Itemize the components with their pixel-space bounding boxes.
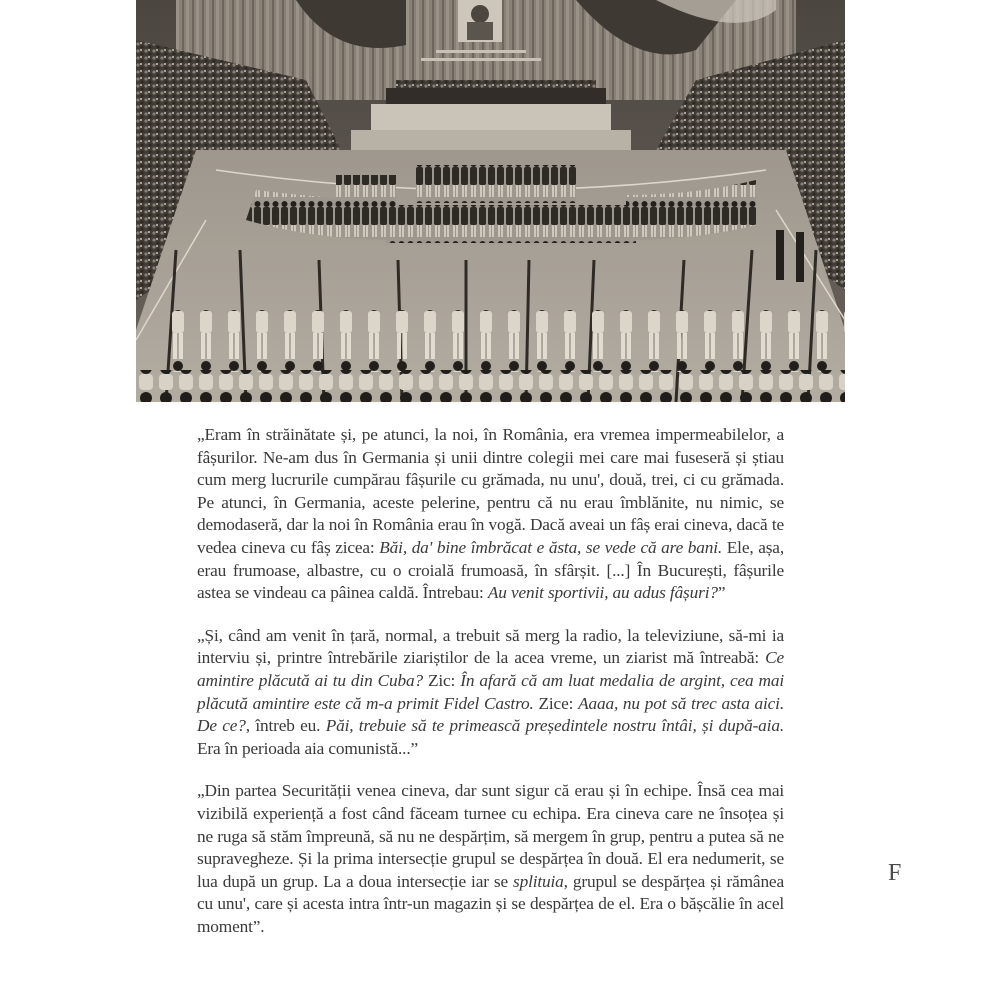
archival-photograph bbox=[136, 0, 845, 402]
text-segment: , întreb eu. bbox=[245, 716, 326, 736]
text-segment: ” bbox=[717, 583, 726, 603]
text-segment: Ele, așa, erau frumoase, albastre, cu o croială frumoasă, în sfârșit. [...] În București, fâșurile astea se vindeau ca pâinea caldă. Întrebau: bbox=[197, 537, 784, 603]
paragraph-2 bbox=[197, 625, 784, 761]
text-segment: Zic: bbox=[422, 670, 461, 690]
italic-word: splituia bbox=[513, 871, 564, 891]
italic-quote: Au venit sportivii, au adus fâșuri? bbox=[487, 583, 718, 603]
margin-section-letter: F bbox=[888, 860, 902, 886]
paragraph-1 bbox=[197, 424, 784, 605]
text-segment: , grupul se despărțea și rămânea cu unu', care și acesta intra într-un magazin și se despărțea de el. Era o bășcălie în acel moment”. bbox=[197, 871, 784, 936]
text-segment: Era în perioada aia comunistă...” bbox=[197, 738, 419, 758]
paragraph-3 bbox=[197, 780, 784, 938]
body-text bbox=[197, 424, 784, 958]
text-segment: Zice: bbox=[533, 693, 579, 713]
text-segment: „Și, când am venit în țară, normal, a trebuit să merg la radio, la televiziune, să-mi ia interviu și, printre întrebările ziariștilor de la acea vreme, un ziarist mă întreabă: bbox=[197, 625, 784, 668]
italic-quote: Băi, da' bine îmbrăcat e ăsta, se vede că are bani. bbox=[379, 537, 723, 557]
italic-quote: În afară că am luat medalia de argint, cea mai plăcută amintire este că m-a primit Fidel Castro. bbox=[197, 670, 784, 713]
photo-illustration bbox=[136, 0, 845, 402]
italic-quote: Ce amintire plăcută ai tu din Cuba? bbox=[197, 648, 784, 690]
text-segment: „Din partea Securității venea cineva, dar sunt sigur că erau și în echipe. Însă cea mai vizibilă experiență a fost când făceam turnee cu echipa. Era cineva care ne însoțea și ne ruga să stăm împreună, să nu ne despărțim, să mergem în grup, pentru a putea să ne supravegheze. Și la prima intersecție grupul se despărțea în două. El era nedumerit, se lua după un grup. La a doua intersecție iar se bbox=[197, 781, 784, 891]
italic-quote: Aaaa, nu pot să trec asta aici. De ce? bbox=[197, 693, 784, 736]
text-segment: „Eram în străinătate și, pe atunci, la noi, în România, era vremea impermeabilelor, a fâșurilor. Ne-am dus în Germania și unii dintre colegii mei care mai fuseseră și știau cum merg lucrurile cumpărau fâșurile cu grămada, nu unu', două, trei, ci cu grămada. Pe atunci, în Germania, aceste pelerine, pentru că nu erau îmblănite, nu nimic, se demodaseră, dar la noi în România erau în vogă. Dacă aveai un fâș erai cineva, dacă te vedea cineva cu fâș zicea: bbox=[197, 425, 784, 557]
italic-quote: Păi, trebuie să te primească președintele nostru întâi, și după-aia. bbox=[325, 716, 784, 736]
